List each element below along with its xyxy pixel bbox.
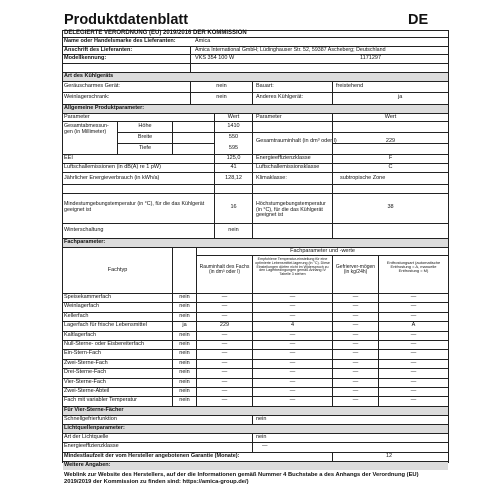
compartment-temp: — — [289, 331, 296, 338]
value-header-left: Wert — [227, 114, 240, 120]
dims-label: Gesamtabmessun-gen (in Millimeter) — [64, 123, 109, 135]
compartment-name: Ein-Stern-Fach — [64, 350, 101, 357]
min-temp-value: 16 — [230, 204, 237, 210]
compartment-flag: nein — [179, 369, 190, 376]
compartment-flag: nein — [179, 359, 190, 366]
design-value: freistehend — [336, 83, 364, 89]
compartment-volume: — — [221, 378, 228, 385]
light-class-label: Energieeffizienzklasse — [64, 443, 119, 449]
compartment-freeze: — — [352, 359, 359, 366]
noise-label: Luftschallemissionen (in dB(A) re 1 pW) — [64, 164, 161, 170]
energy-label: Jährlicher Energieverbrauch (in kWh/a) — [64, 175, 160, 181]
compartment-freeze: — — [352, 312, 359, 319]
warranty-label: Mindestlaufzeit der vom Hersteller angebotenen Garantie (Monate): — [64, 453, 240, 459]
compartment-freeze: — — [352, 294, 359, 300]
energy-value: 128,12 — [225, 175, 242, 181]
compartment-freeze: — — [352, 397, 359, 404]
energy-class-value: F — [388, 155, 393, 161]
compartment-defrost: — — [410, 388, 417, 394]
compartment-temp: — — [289, 369, 296, 376]
height-value: 1410 — [227, 123, 240, 129]
winter-label: Winterschaltung — [64, 227, 104, 233]
four-star-heading: Für Vier-Sterne-Fächer — [64, 407, 124, 413]
compartment-freeze: — — [352, 322, 359, 329]
compartment-freeze: — — [352, 388, 359, 394]
model-value: VKS 354 100 W — [195, 55, 235, 61]
language-code: DE — [408, 12, 429, 28]
compartment-name: Lagerfach für frische Lebensmittel — [64, 322, 147, 329]
compartment-name: Drei-Sterne-Fach — [64, 369, 107, 376]
compartment-volume: — — [221, 388, 228, 394]
quick-freeze-value: nein — [256, 416, 267, 422]
compartment-defrost: — — [410, 369, 417, 376]
appliance-type-heading: Art des Kühlgeräts — [64, 73, 114, 79]
min-temp-label: Mindestumgebungstemperatur (in °C), für die das Kühlgerät geeignet ist — [64, 201, 205, 213]
compartment-freeze: — — [352, 378, 359, 385]
energy-class-label: Energieeffizienzklasse — [256, 155, 311, 161]
compartment-defrost: — — [410, 350, 417, 357]
col-freeze-header: Gefrierver-mögen (in kg/24h) — [335, 264, 376, 276]
compartment-flag: nein — [179, 378, 190, 385]
depth-value: 595 — [228, 145, 239, 151]
noise-value: 41 — [230, 164, 237, 170]
param-header-left: Parameter — [64, 114, 90, 120]
col-volume-header: Rauminhalt des Fachs (in dm³ oder l) — [199, 264, 250, 276]
compartment-defrost: — — [410, 397, 417, 404]
compartment-volume: — — [221, 312, 228, 319]
compartment-name: Fach mit variabler Temperatur — [64, 397, 137, 404]
compartment-volume: — — [221, 331, 228, 338]
model-label: Modellkennung: — [64, 55, 107, 61]
param-header-right: Parameter — [256, 114, 282, 120]
compartment-name: Weinlagerfach — [64, 303, 100, 310]
warranty-value: 12 — [386, 453, 393, 459]
compartment-temp: — — [289, 312, 296, 319]
width-value: 550 — [228, 134, 239, 140]
supplier-address-value: Amica International GmbH; Lüdinghauser Str. 52, 59387 Ascheberg; Deutschland — [195, 47, 386, 53]
light-type-value: nein — [256, 434, 267, 440]
light-type-label: Art der Lichtquelle — [64, 434, 109, 440]
compartment-temp: — — [289, 341, 296, 347]
compartment-name: Speisekammerfach — [64, 294, 112, 300]
supplier-name-value: Amica — [195, 38, 211, 44]
low-noise-label: Geräuscharmes Gerät: — [64, 83, 120, 89]
compartment-params-header: Fachparameter und -werte — [290, 248, 355, 254]
eei-value: 125,0 — [226, 155, 241, 161]
compartment-freeze: — — [352, 331, 359, 338]
compartment-temp: — — [289, 378, 296, 385]
design-label: Bauart: — [256, 83, 274, 89]
compartment-name: Kaltlagerfach — [64, 331, 97, 338]
compartment-temp: — — [289, 350, 296, 357]
width-label: Breite — [137, 134, 153, 140]
compartment-freeze: — — [352, 369, 359, 376]
max-temp-value: 38 — [387, 204, 394, 210]
compartment-temp: — — [289, 303, 296, 310]
compartment-volume: — — [221, 397, 228, 404]
compartment-flag: nein — [179, 331, 190, 338]
compartment-defrost: — — [410, 312, 417, 319]
compartment-name: Vier-Sterne-Fach — [64, 378, 106, 385]
max-temp-label: Höchstumgebungstemperatur (in °C), für die das Kühlgerät geeignet ist — [256, 201, 326, 219]
eei-label: EEI — [64, 155, 73, 161]
compartment-name: Zwei-Sterne-Fach — [64, 359, 108, 366]
compartment-defrost: — — [410, 359, 417, 366]
compartment-freeze: — — [352, 350, 359, 357]
more-info-heading: Weitere Angaben: — [64, 462, 111, 468]
compartment-flag: ja — [182, 322, 187, 329]
compartment-flag: nein — [179, 388, 190, 394]
compartment-flag: nein — [179, 397, 190, 404]
height-label: Höhe — [138, 123, 152, 129]
low-noise-value: nein — [216, 83, 227, 89]
supplier-name-label: Name oder Handelsmarke des Lieferanten: — [64, 38, 176, 44]
supplier-address-label: Anschrift des Lieferanten: — [64, 47, 133, 53]
compartment-flag: nein — [179, 341, 190, 347]
compartments-heading: Fachparameter: — [64, 239, 106, 245]
compartment-temp: — — [289, 397, 296, 404]
volume-value: 229 — [385, 138, 396, 144]
quick-freeze-label: Schnellgefrierfunktion — [64, 416, 117, 422]
compartment-volume: — — [221, 359, 228, 366]
compartment-defrost: — — [410, 294, 417, 300]
page-title: Produktdatenblatt — [64, 12, 189, 28]
general-heading: Allgemeine Produktparameter: — [64, 105, 145, 111]
volume-label: Gesamtrauminhalt (in dm³ oder l) — [256, 138, 337, 144]
more-info-text: Weblink zur Website des Herstellers, auf der die Informationen gemäß Nummer 4 Buchstabe a des Anhangs der Verordnung (EU) 2019/2019 der Kommission zu finden sind: https://amica-group.de/) — [64, 472, 419, 486]
compartment-name: Kellerfach — [64, 312, 89, 319]
light-class-value: — — [262, 443, 268, 449]
other-label: Anderes Kühlgerät: — [256, 94, 304, 100]
compartment-defrost: — — [410, 378, 417, 385]
compartment-volume: — — [221, 303, 228, 310]
compartment-temp: 4 — [290, 322, 295, 329]
compartment-flag: nein — [179, 294, 190, 300]
compartment-temp: — — [289, 359, 296, 366]
wine-value: nein — [216, 94, 227, 100]
compartment-defrost: A — [411, 322, 416, 329]
light-heading: Lichtquellenparameter: — [64, 425, 125, 431]
depth-label: Tiefe — [138, 145, 152, 151]
compartment-flag: nein — [179, 303, 190, 310]
compartment-volume: — — [221, 341, 228, 347]
wine-label: Weinlagerschrank: — [64, 94, 110, 100]
compartment-name: Null-Sterne- oder Eisbereiterfach — [64, 341, 145, 347]
col-temp-header: Empfohlene Temperatur-einstellung für eine optimierte Lebensmittel-lagerung (in °C). Diese Einstellungen dürfen nicht im Widerspruch zu den Lagerbedingungen gemäß Anhang IV Tabelle 3 stehen — [255, 257, 330, 277]
compartment-freeze: — — [352, 303, 359, 310]
compartment-volume: 229 — [219, 322, 230, 329]
compartment-flag: nein — [179, 350, 190, 357]
col-defrost-header: Entfrostungsart (automatische Entfrostung = A, manuelle Entfrostung = M) — [386, 260, 441, 274]
compartment-volume: — — [221, 294, 228, 300]
compartment-volume: — — [221, 369, 228, 376]
compartment-defrost: — — [410, 341, 417, 347]
model-id: 1171297 — [360, 55, 382, 61]
compartment-defrost: — — [410, 303, 417, 310]
compartment-defrost: — — [410, 331, 417, 338]
value-header-right: Wert — [384, 114, 397, 120]
compartment-temp: — — [289, 294, 296, 300]
other-value: ja — [398, 94, 403, 100]
compartment-freeze: — — [352, 341, 359, 347]
compartment-type-header: Fachtyp — [107, 267, 128, 273]
compartment-flag: nein — [179, 312, 190, 319]
compartment-name: Zwei-Sterne-Abteil — [64, 388, 110, 394]
noise-class-value: C — [388, 164, 393, 170]
compartment-temp: — — [289, 388, 296, 394]
compartment-volume: — — [221, 350, 228, 357]
regulation-line: DELEGIERTE VERORDNUNG (EU) 2019/2016 DER KOMMISSION — [64, 30, 247, 36]
noise-class-label: Luftschallemissionsklasse — [256, 164, 320, 170]
winter-value: nein — [228, 227, 239, 233]
climate-value: subtropische Zone — [340, 175, 386, 181]
climate-label: Klimaklasse: — [256, 175, 287, 181]
